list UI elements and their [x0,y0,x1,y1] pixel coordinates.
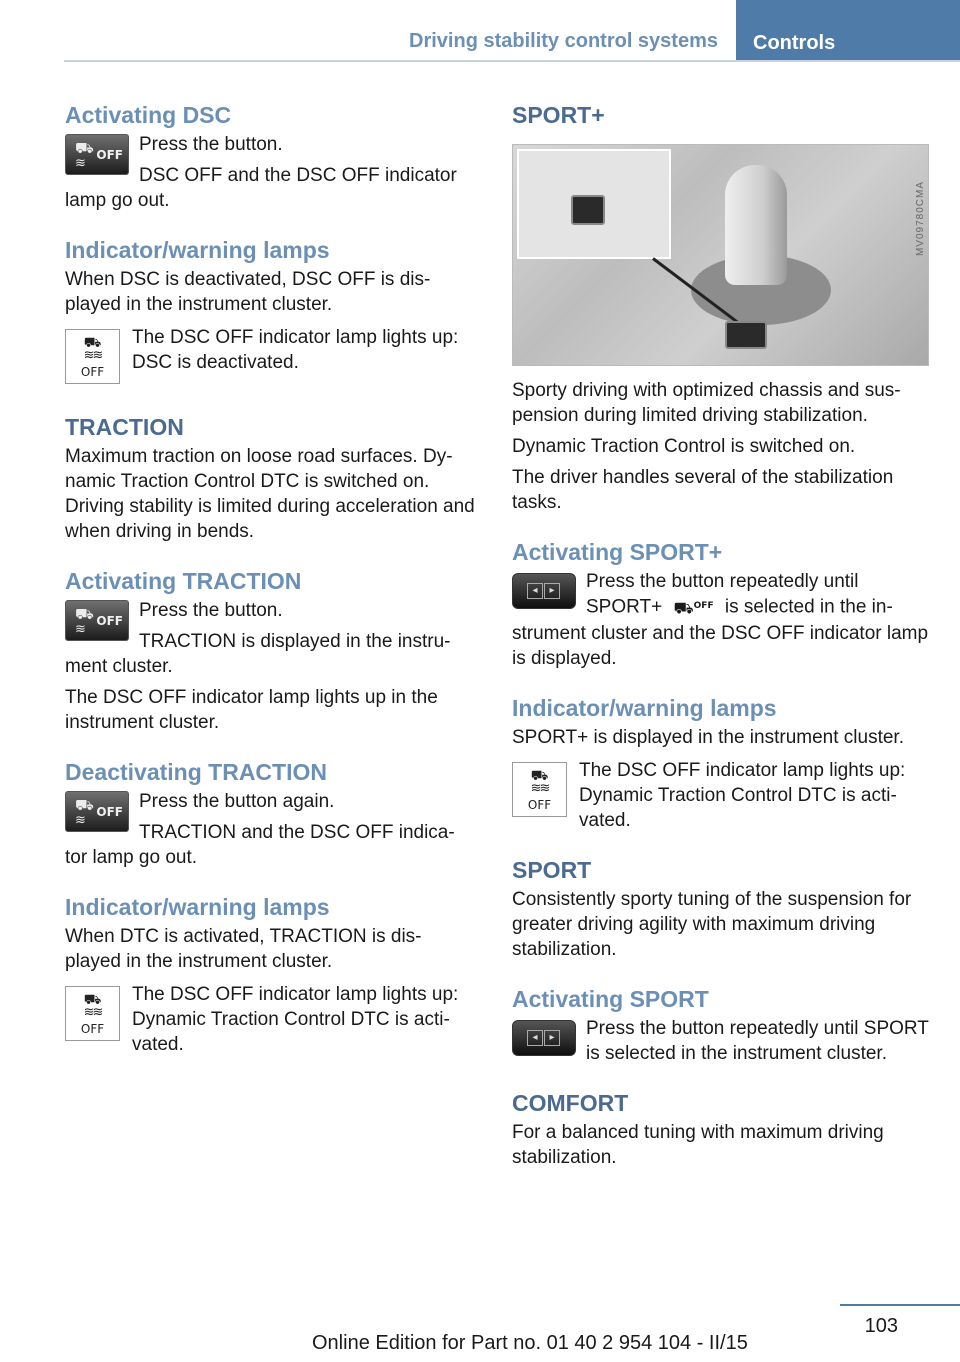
dsc-off-lamp-icon: ⛟ ≋≋ OFF [65,329,120,384]
heading-indicator-lamps: Indicator/warning lamps [65,894,330,920]
paragraph: TRACTION is displayed in the instru‐ ment cluster. [65,631,451,677]
footer-divider [840,1304,960,1306]
footer-edition-text: Online Edition for Part no. 01 40 2 954 104 - II/15 [312,1332,748,1354]
paragraph: Press the button. [139,600,283,621]
rocker-switch-icon: ◂ ▸ [512,573,576,609]
paragraph: The DSC OFF indicator lamp lights up: Dynamic Traction Control DTC is acti‐ vated. [579,760,906,832]
paragraph: The DSC OFF indicator lamp lights up: DSC is deactivated. [132,327,459,373]
dsc-off-inline-icon: ⛟$^{OFF}$ [673,600,714,618]
paragraph: The DSC OFF indicator lamp lights up: Dynamic Traction Control DTC is acti‐ vated. [132,984,459,1055]
heading-sport: SPORT [512,857,592,884]
heading-indicator-lamps: Indicator/warning lamps [512,695,777,722]
paragraph: When DSC is deactivated, DSC OFF is dis‐ played in the instrument cluster. [65,269,431,315]
driving-dynamics-switch-photo [512,144,929,366]
paragraph: Sporty driving with optimized chassis and sus‐ pension during limited driving stabilization. [512,380,901,426]
photo-inset [517,149,671,259]
heading-comfort: COMFORT [512,1090,629,1117]
paragraph: Press the button again. [139,791,335,812]
paragraph: TRACTION and the DSC OFF indica‐ tor lamp go out. [65,822,455,868]
page-header [0,0,960,62]
photo-reference-code: MV09780CMA [915,181,926,257]
header-divider [64,60,960,62]
paragraph: Press the button. [139,134,283,155]
dsc-off-button-icon: ⛟ ≋ OFF [65,791,129,832]
heading-indicator-lamps: Indicator/warning lamps [65,237,330,263]
heading-activating-sport: Activating SPORT [512,986,709,1013]
paragraph: When DTC is activated, TRACTION is dis‐ played in the instrument cluster. [65,926,422,972]
paragraph: SPORT+ is displayed in the instrument cluster. [512,727,904,749]
heading-activating-dsc: Activating DSC [65,102,232,128]
heading-traction: TRACTION [65,414,184,440]
paragraph: For a balanced tuning with maximum driving stabilization. [512,1122,884,1169]
header-chapter-tab: Controls [736,0,960,60]
left-column [65,100,475,1057]
dsc-off-lamp-icon: ⛟ ≋≋ OFF [65,986,120,1041]
gear-selector-image [725,165,787,285]
right-column [512,100,930,1170]
paragraph: Press the button repeatedly until SPORT+ ⛟$^{OFF}$ is selected in the in‐ strument cluster and the DSC OFF indicator lamp is displayed. [512,571,929,670]
paragraph: Dynamic Traction Control is switched on. [512,436,856,457]
paragraph: Maximum traction on loose road surfaces. Dy‐ namic Traction Control DTC is switched on. Driving stability is limited during acceleration and when driving in bends. [65,446,475,542]
paragraph: DSC OFF and the DSC OFF indicator lamp go out. [65,165,457,211]
dsc-off-button-icon: ⛟ ≋ OFF [65,134,129,175]
heading-activating-traction: Activating TRACTION [65,568,302,594]
paragraph: The DSC OFF indicator lamp lights up in the instrument cluster. [65,687,438,733]
paragraph: Consistently sporty tuning of the suspension for greater driving agility with maximum driving stabilization. [512,889,912,961]
header-section-title: Driving stability control systems [409,30,718,52]
heading-activating-sport-plus: Activating SPORT+ [512,539,723,565]
page-number: 103 [864,1315,898,1337]
rocker-switch-icon: ◂ ▸ [512,1020,576,1056]
paragraph: The driver handles several of the stabilization tasks. [512,467,894,513]
heading-deactivating-traction: Deactivating TRACTION [65,759,327,785]
rocker-switch-image [725,321,767,349]
dsc-off-button-icon: ⛟ ≋ OFF [65,600,129,641]
dsc-off-lamp-icon: ⛟ ≋≋ OFF [512,762,567,817]
paragraph: Press the button repeatedly until SPORT is selected in the instrument cluster. [586,1018,929,1065]
heading-sport-plus: SPORT+ [512,102,605,128]
